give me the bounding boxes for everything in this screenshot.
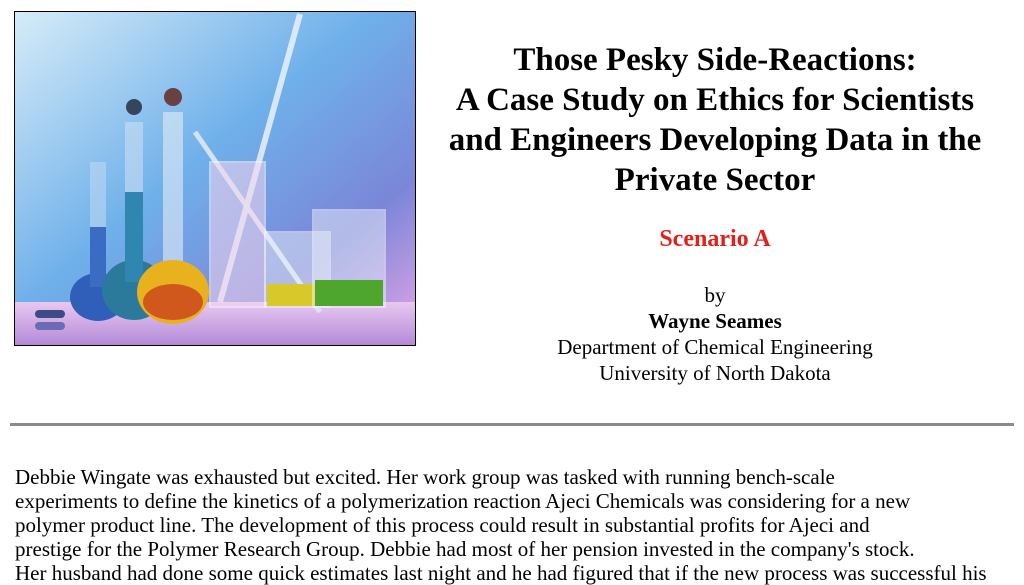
document-title (420, 40, 1010, 200)
body-line-4: prestige for the Polymer Research Group. Debbie had most of her pension invested in the company's stock. (15, 537, 915, 561)
body-line-5: Her husband had done some quick estimates last night and he had figured that if the new process was successful his (15, 561, 987, 585)
body-line-1: Debbie Wingate was exhausted but excited. Her work group was tasked with running bench-scale (15, 465, 835, 489)
body-line-2: experiments to define the kinetics of a polymerization reaction Ajeci Chemicals was considering for a new (15, 489, 911, 513)
horizontal-divider (10, 423, 1014, 426)
title-line-1: Those Pesky Side-Reactions: (513, 42, 917, 78)
laboratory-glassware-image (14, 11, 416, 346)
title-line-3: and Engineers Developing Data in the (448, 122, 982, 158)
university-name: University of North Dakota (599, 361, 831, 385)
department-name: Department of Chemical Engineering (557, 335, 873, 359)
scenario-label: Scenario A (659, 226, 771, 252)
by-label: by (704, 283, 726, 307)
author-name: Wayne Seames (648, 309, 782, 333)
title-line-4: Private Sector (614, 162, 816, 198)
body-paragraph (15, 465, 1015, 585)
glassware-illustration (15, 12, 415, 345)
title-line-2: A Case Study on Ethics for Scientists (455, 82, 975, 118)
body-line-3: polymer product line. The development of this process could result in substantial profits for Ajeci and (15, 513, 870, 537)
byline (420, 282, 1010, 386)
